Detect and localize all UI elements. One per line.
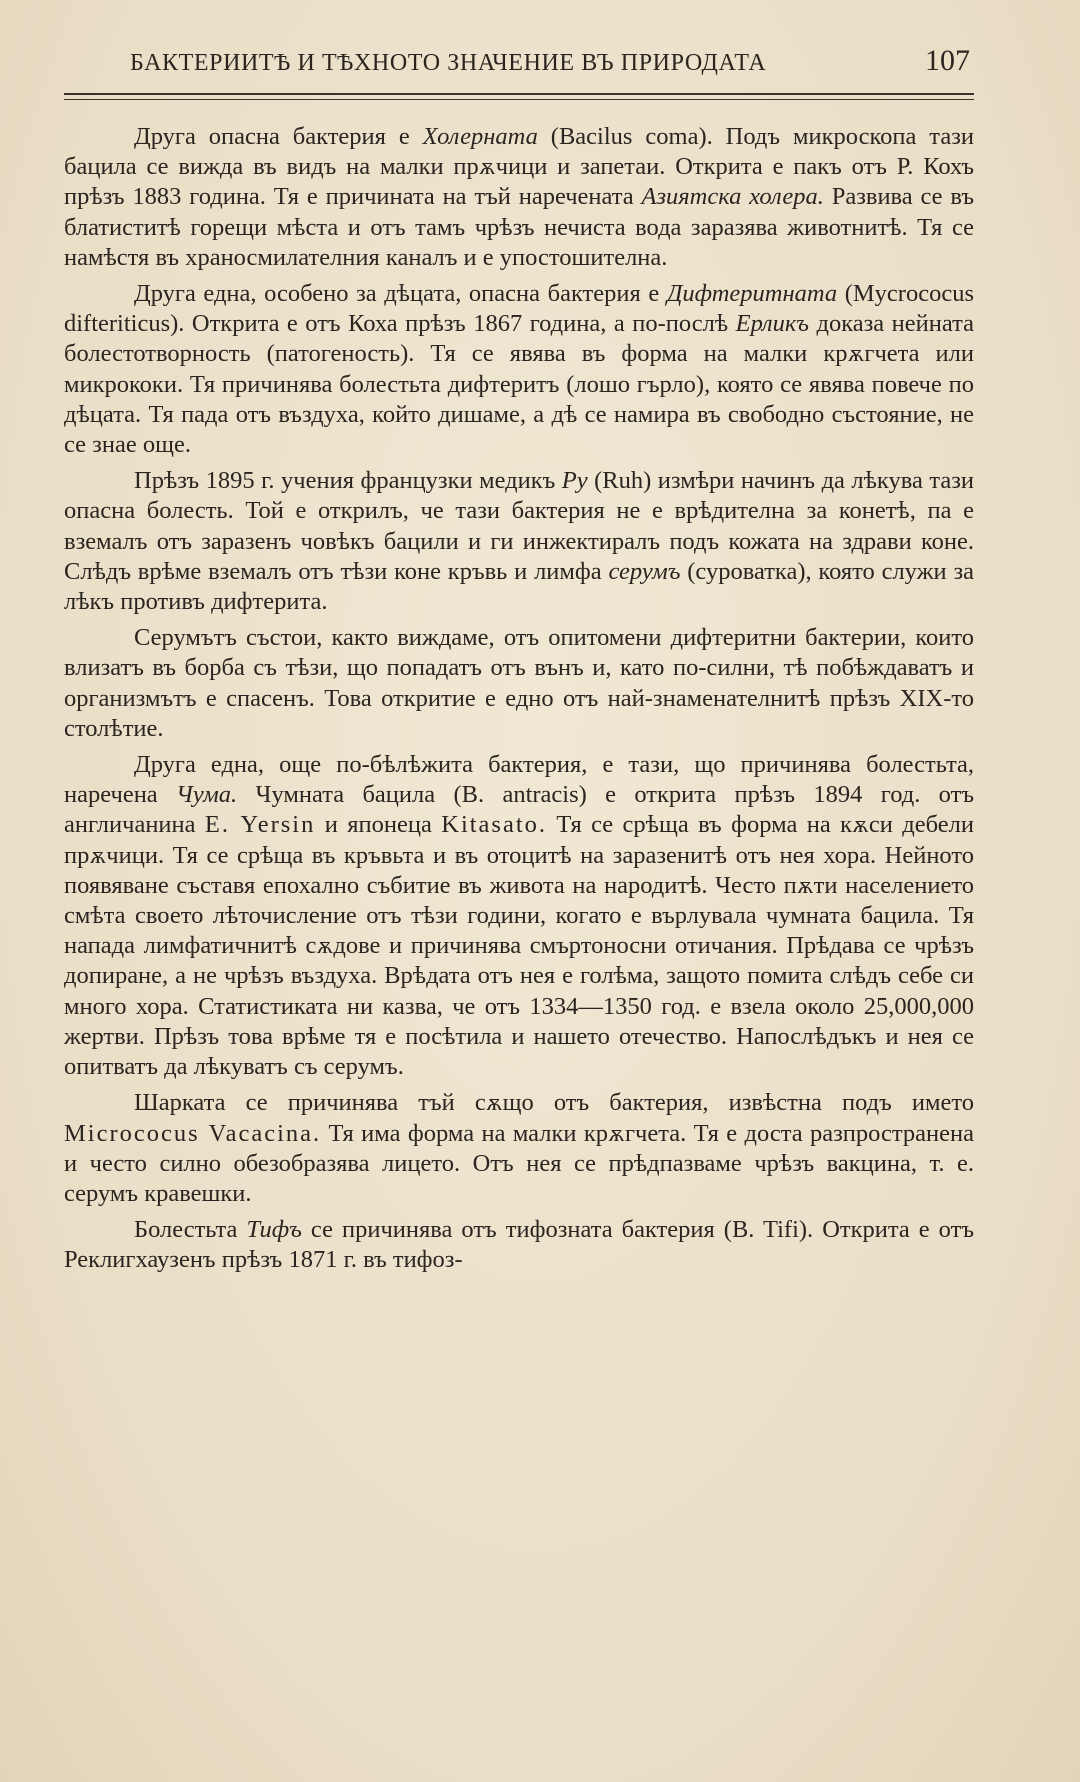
- header-rule-thick: [64, 93, 974, 95]
- text-run: Шарката се причинява тъй сѫщо отъ бактерия, извѣстна подъ името: [134, 1089, 974, 1117]
- text-run: Серумътъ състои, както виждаме, отъ опитомени дифтеритни бактерии, които влизатъ въ борба съ тѣзи, що попадатъ отъ вънъ и, като по-силни, тѣ побѣждаватъ и организмътъ е спасенъ. Това откритие е едно отъ най-знаменателнитѣ прѣзъ XIX-то столѣтие.: [64, 624, 974, 742]
- spaced-run: Micrococus Vacacina.: [64, 1119, 322, 1147]
- text-run: Тя се срѣща въ форма на кѫси дебели прѫчици. Тя се срѣща въ кръвьта и въ отоцитѣ на заразенитѣ отъ нея хора. Нейното появяване съставя епохално събитие въ живота на народитѣ. Често пѫти населението смѣта своето лѣточисление отъ тѣзи години, когато е върлувала чумната бацила. Тя напада лимфатичнитѣ сѫдове и причинява смъртоносни отичания. Прѣдава се чрѣзъ допиране, а не чрѣзъ въздуха. Врѣдата отъ нея е голѣма, защото помита слѣдъ себе си много хора. Статистиката ни казва, че отъ 1334—1350 год. е взела около 25,000,000 жертви. Прѣзъ това врѣме тя е посѣтила и нашето отечество. Напослѣдъкъ и нея се опитватъ да лѣкуватъ съ серумъ.: [64, 811, 974, 1081]
- text-run: и японеца: [315, 811, 442, 839]
- paragraph-diphtheria: [64, 279, 974, 460]
- text-run: Чумната бацила (B. antracis) е открита прѣзъ 1894 год. отъ англичанина: [64, 781, 974, 839]
- text-run: Прѣзъ 1895 г. учения французки медикъ: [134, 467, 562, 495]
- header-rule-thin: [64, 99, 974, 100]
- spaced-run: Kitasato.: [441, 811, 548, 839]
- page-number: 107: [925, 44, 970, 77]
- body-text: [64, 122, 974, 1276]
- text-run: Развива се въ блатиститѣ горещи мѣста и отъ тамъ чрѣзъ нечиста вода заразява животнитѣ. Тя се намѣстя въ храносмилателния каналъ и е упостошителна.: [64, 183, 975, 271]
- paragraph-smallpox: [64, 1088, 974, 1209]
- emphasis-run: Тифъ: [246, 1216, 302, 1244]
- text-run: се причинява отъ тифозната бактерия (B. Tifi). Открита е отъ Реклигхаузенъ прѣзъ 1871 г. въ тифоз-: [64, 1216, 974, 1274]
- paragraph-typhus: [64, 1215, 974, 1275]
- paragraph-serum: [64, 623, 974, 744]
- text-run: (Ruh) измѣри начинъ да лѣкува тази опасна болесть. Той е открилъ, че тази бактерия не е врѣдителна за конетѣ, па е вземалъ отъ заразенъ човѣкъ бацили и ги инжектиралъ подъ кожата на здрави коне. Слѣдъ врѣме вземалъ отъ тѣзи коне кръвь и лимфа: [64, 467, 974, 585]
- text-run: Тя има форма на малки крѫгчета. Тя е доста разпространена и често силно обезобразява лицето. Отъ нея се прѣдпазваме чрѣзъ вакцина, т. е. серумъ кравешки.: [64, 1119, 974, 1207]
- emphasis-run: Азиятска холера.: [641, 183, 824, 211]
- emphasis-run: серумъ: [608, 557, 681, 585]
- text-run: Друга опасна бактерия е: [134, 123, 423, 150]
- page-header: [130, 44, 970, 84]
- text-run: доказа нейната болестотворность (патогеность). Тя се явява въ форма на малки крѫгчета или микрококи. Тя причинява болестьта дифтеритъ (лошо гърло), която се явява повече по дѣцата. Тя пада отъ въздуха, който дишаме, а дѣ се намира въ свободно състояние, не се знае още.: [64, 310, 974, 459]
- emphasis-run: Ерликъ: [735, 310, 810, 338]
- paragraph-cholera: [64, 122, 974, 273]
- emphasis-run: Ру: [561, 467, 588, 495]
- text-run: Друга една, още по-бѣлѣжита бактерия, е тази, що причинява болестьта, наречена: [64, 751, 974, 809]
- emphasis-run: Холерната: [422, 123, 538, 150]
- text-run: (суроватка), която служи за лѣкъ противъ дифтерита.: [64, 557, 974, 616]
- spaced-run: E. Yersin: [204, 811, 316, 839]
- paragraph-roux: [64, 466, 974, 617]
- emphasis-run: Чума.: [176, 781, 238, 809]
- text-run: Друга една, особено за дѣцата, опасна бактерия е: [134, 280, 667, 308]
- text-run: (Mycrococus difteriticus). Открита е отъ Коха прѣзъ 1867 година, а по-послѣ: [64, 280, 974, 338]
- paragraph-plague: [64, 750, 974, 1082]
- emphasis-run: Дифтеритната: [666, 280, 838, 308]
- text-run: Болестьта: [134, 1216, 247, 1244]
- running-title: БАКТЕРИИТѢ И ТѢХНОТО ЗНАЧЕНИЕ ВЪ ПРИРОДАТА: [130, 50, 767, 76]
- text-run: (Bacilus coma). Подъ микроскопа тази бацила се вижда въ видъ на малки прѫчици и запетаи. Открита е пакъ отъ Р. Кохъ прѣзъ 1883 година. Тя е причината на тъй наречената: [64, 123, 974, 211]
